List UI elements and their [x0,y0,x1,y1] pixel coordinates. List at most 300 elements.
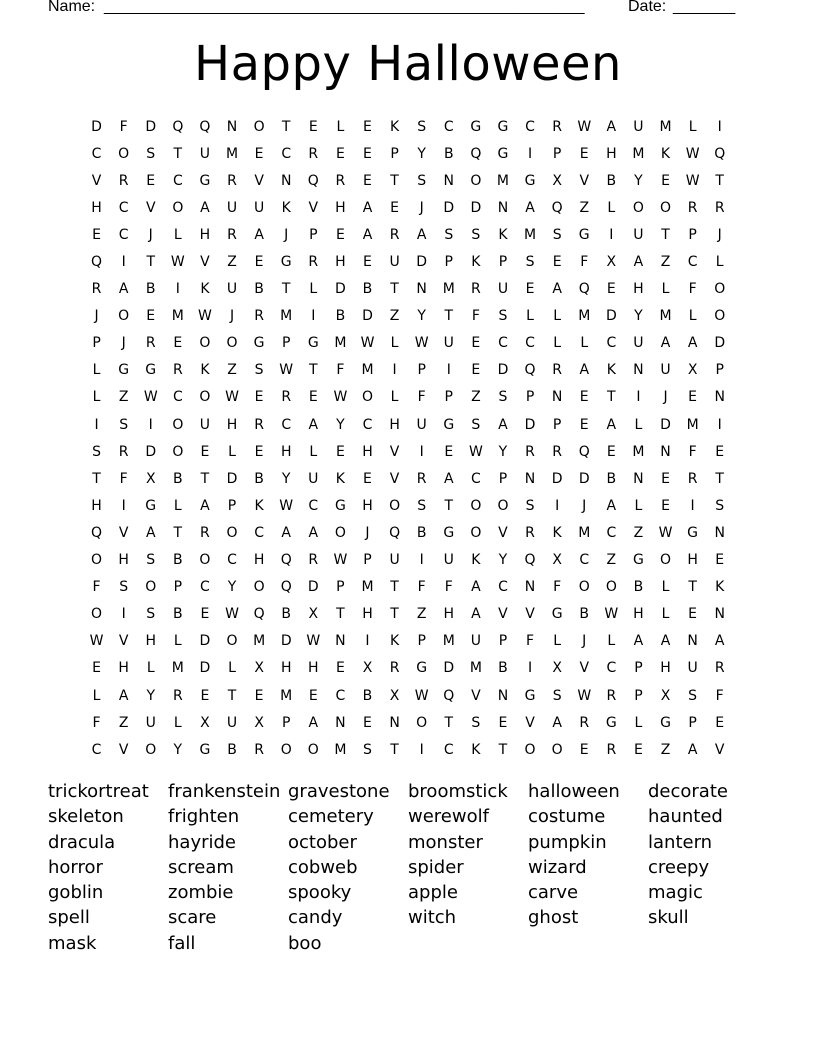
grid-letter[interactable]: Z [227,254,237,271]
grid-letter[interactable]: C [498,579,508,596]
grid-letter[interactable]: T [146,254,156,271]
grid-letter[interactable]: D [226,470,238,487]
grid-letter[interactable]: M [280,687,293,704]
grid-letter[interactable]: V [714,741,725,758]
grid-letter[interactable]: A [552,714,562,731]
grid-letter[interactable]: Y [336,416,345,433]
grid-letter[interactable]: H [118,552,129,569]
grid-letter[interactable]: T [444,308,454,325]
grid-letter[interactable]: E [715,552,725,569]
grid-letter[interactable]: F [119,118,128,135]
grid-letter[interactable]: E [525,281,535,298]
grid-letter[interactable]: V [118,524,129,541]
grid-letter[interactable]: V [389,443,400,460]
grid-letter[interactable]: B [254,281,264,298]
grid-letter[interactable]: C [687,254,698,271]
grid-letter[interactable]: Y [227,579,237,596]
grid-letter[interactable]: I [609,226,614,243]
grid-letter[interactable]: Q [578,443,590,460]
grid-letter[interactable]: T [607,389,616,406]
grid-letter[interactable]: C [443,118,454,135]
grid-letter[interactable]: A [200,497,210,514]
grid-letter[interactable]: P [552,145,562,162]
grid-letter[interactable]: G [687,524,699,541]
grid-letter[interactable]: A [525,199,535,216]
grid-letter[interactable]: O [199,552,211,569]
grid-letter[interactable]: E [444,443,454,460]
grid-letter[interactable]: Q [470,145,482,162]
grid-letter[interactable]: A [660,633,671,650]
grid-letter[interactable]: B [606,470,617,487]
grid-letter[interactable]: I [148,416,153,433]
grid-letter[interactable]: G [199,741,211,758]
grid-letter[interactable]: T [715,470,724,487]
grid-letter[interactable]: A [200,199,210,216]
grid-letter[interactable]: A [471,579,481,596]
grid-letter[interactable]: X [687,362,698,379]
grid-letter[interactable]: A [471,606,481,623]
grid-letter[interactable]: V [118,633,129,650]
grid-letter[interactable]: P [634,660,643,677]
grid-letter[interactable]: T [309,362,318,379]
grid-letter[interactable]: V [389,470,400,487]
grid-letter[interactable]: O [145,579,157,596]
grid-letter[interactable]: R [606,741,617,758]
grid-letter[interactable]: D [307,579,319,596]
grid-letter[interactable]: B [173,606,183,623]
grid-letter[interactable]: U [416,416,427,433]
grid-letter[interactable]: F [417,389,426,406]
grid-letter[interactable]: S [119,579,129,596]
grid-letter[interactable]: H [660,660,671,677]
grid-letter[interactable]: O [91,606,103,623]
grid-letter[interactable]: Y [634,172,643,189]
grid-letter[interactable]: B [173,470,183,487]
grid-letter[interactable]: L [526,308,534,325]
grid-letter[interactable]: M [442,633,455,650]
grid-letter[interactable]: Y [498,552,508,569]
grid-letter[interactable]: N [660,443,671,460]
grid-letter[interactable]: L [336,118,345,135]
grid-letter[interactable]: Q [199,118,211,135]
grid-letter[interactable]: D [91,118,102,135]
grid-letter[interactable]: H [118,660,129,677]
grid-letter[interactable]: C [443,741,454,758]
grid-letter[interactable]: A [606,497,617,514]
grid-letter[interactable]: C [91,145,102,162]
grid-letter[interactable]: C [254,524,264,541]
grid-letter[interactable]: J [229,308,235,325]
grid-letter[interactable]: R [389,226,400,243]
grid-letter[interactable]: Z [606,552,617,569]
grid-letter[interactable]: F [119,470,128,487]
grid-letter[interactable]: L [173,633,182,650]
grid-letter[interactable]: W [685,172,700,189]
grid-letter[interactable]: E [661,497,670,514]
grid-letter[interactable]: C [200,579,210,596]
grid-letter[interactable]: K [200,281,210,298]
grid-letter[interactable]: W [89,633,104,650]
grid-letter[interactable]: D [443,660,455,677]
grid-letter[interactable]: E [688,606,698,623]
grid-letter[interactable]: V [498,524,508,541]
grid-letter[interactable]: A [606,416,617,433]
grid-letter[interactable]: O [361,389,373,406]
grid-letter[interactable]: D [551,470,563,487]
grid-letter[interactable]: F [553,579,562,596]
grid-letter[interactable]: B [281,606,291,623]
grid-letter[interactable]: B [498,660,508,677]
date-field[interactable]: _______ [673,0,736,15]
grid-letter[interactable]: A [118,687,129,704]
grid-letter[interactable]: G [416,660,428,677]
grid-letter[interactable]: E [335,443,345,460]
grid-letter[interactable]: Z [471,389,481,406]
grid-letter[interactable]: M [171,660,184,677]
grid-letter[interactable]: E [308,687,318,704]
grid-letter[interactable]: J [419,199,424,216]
grid-letter[interactable]: E [579,389,589,406]
grid-letter[interactable]: O [118,308,130,325]
grid-letter[interactable]: T [173,145,183,162]
grid-letter[interactable]: E [308,389,318,406]
grid-letter[interactable]: U [226,714,238,731]
grid-letter[interactable]: L [553,308,562,325]
grid-letter[interactable]: I [527,145,533,162]
grid-letter[interactable]: N [443,172,454,189]
grid-letter[interactable]: Y [417,308,426,325]
grid-letter[interactable]: U [443,335,454,352]
grid-letter[interactable]: S [417,118,427,135]
grid-letter[interactable]: T [390,579,399,596]
grid-letter[interactable]: V [579,660,590,677]
grid-letter[interactable]: Q [91,524,103,541]
grid-letter[interactable]: V [308,199,319,216]
grid-letter[interactable]: C [308,497,319,514]
grid-letter[interactable]: H [443,606,455,623]
grid-letter[interactable]: I [419,741,424,758]
grid-letter[interactable]: S [417,172,427,189]
grid-letter[interactable]: E [363,714,372,731]
grid-letter[interactable]: M [469,660,482,677]
grid-letter[interactable]: P [336,579,345,596]
grid-letter[interactable]: S [552,226,562,243]
grid-letter[interactable]: M [496,172,509,189]
grid-letter[interactable]: R [714,660,725,677]
grid-letter[interactable]: Q [551,199,563,216]
grid-letter[interactable]: P [281,335,291,352]
grid-letter[interactable]: F [336,362,345,379]
grid-letter[interactable]: L [173,714,182,731]
grid-letter[interactable]: O [226,335,238,352]
grid-letter[interactable]: T [390,741,399,758]
grid-letter[interactable]: A [362,226,373,243]
grid-letter[interactable]: G [307,335,319,352]
grid-letter[interactable]: J [717,226,722,243]
grid-letter[interactable]: O [145,741,157,758]
grid-letter[interactable]: Q [714,145,726,162]
grid-letter[interactable]: O [199,389,211,406]
grid-letter[interactable]: G [605,714,617,731]
grid-letter[interactable]: D [335,281,346,298]
grid-letter[interactable]: S [525,497,535,514]
grid-letter[interactable]: J [148,226,153,243]
grid-letter[interactable]: E [363,172,372,189]
grid-letter[interactable]: R [687,470,698,487]
grid-letter[interactable]: U [199,416,211,433]
grid-letter[interactable]: K [335,470,345,487]
grid-letter[interactable]: G [145,362,157,379]
grid-letter[interactable]: R [281,389,292,406]
grid-letter[interactable]: E [254,254,264,271]
grid-letter[interactable]: H [335,199,346,216]
grid-letter[interactable]: Y [634,308,643,325]
grid-letter[interactable]: A [687,335,698,352]
grid-letter[interactable]: Z [579,199,590,216]
grid-letter[interactable]: J [582,633,587,650]
grid-letter[interactable]: J [284,226,289,243]
grid-letter[interactable]: C [525,335,535,352]
grid-letter[interactable]: H [335,254,346,271]
grid-letter[interactable]: C [498,335,508,352]
grid-letter[interactable]: I [717,416,722,433]
grid-letter[interactable]: Q [253,606,265,623]
grid-letter[interactable]: T [227,687,237,704]
grid-letter[interactable]: S [525,254,535,271]
grid-letter[interactable]: G [524,687,536,704]
grid-letter[interactable]: U [660,362,671,379]
grid-letter[interactable]: K [471,254,481,271]
grid-letter[interactable]: R [308,145,319,162]
grid-letter[interactable]: W [279,362,294,379]
grid-letter[interactable]: K [498,226,508,243]
grid-letter[interactable]: S [146,606,156,623]
grid-letter[interactable]: E [335,145,345,162]
grid-letter[interactable]: N [416,281,427,298]
grid-letter[interactable]: L [580,335,589,352]
grid-letter[interactable]: G [145,497,157,514]
grid-letter[interactable]: L [634,416,643,433]
grid-letter[interactable]: E [471,335,481,352]
grid-letter[interactable]: F [688,443,697,460]
grid-letter[interactable]: O [307,741,319,758]
grid-letter[interactable]: O [470,172,482,189]
grid-letter[interactable]: X [254,714,264,731]
grid-letter[interactable]: R [416,470,427,487]
grid-letter[interactable]: G [118,362,130,379]
grid-letter[interactable]: W [333,552,348,569]
grid-letter[interactable]: O [118,145,130,162]
grid-letter[interactable]: H [226,416,238,433]
grid-letter[interactable]: W [468,443,483,460]
grid-letter[interactable]: A [714,633,725,650]
grid-letter[interactable]: A [281,524,291,541]
grid-letter[interactable]: E [633,741,643,758]
grid-letter[interactable]: N [280,172,292,189]
grid-letter[interactable]: A [687,741,698,758]
grid-letter[interactable]: M [361,579,374,596]
grid-letter[interactable]: C [227,552,237,569]
grid-letter[interactable]: T [715,172,724,189]
grid-letter[interactable]: E [715,714,725,731]
grid-letter[interactable]: C [525,118,535,135]
grid-letter[interactable]: I [690,497,695,514]
grid-letter[interactable]: D [416,254,428,271]
grid-letter[interactable]: O [470,524,482,541]
grid-letter[interactable]: L [173,226,182,243]
grid-letter[interactable]: N [687,633,698,650]
grid-letter[interactable]: X [389,687,400,704]
grid-letter[interactable]: T [390,606,399,623]
grid-letter[interactable]: O [172,199,184,216]
grid-letter[interactable]: E [363,470,372,487]
grid-letter[interactable]: G [524,172,536,189]
grid-letter[interactable]: L [715,254,724,271]
grid-letter[interactable]: C [172,389,183,406]
grid-letter[interactable]: E [661,172,670,189]
grid-letter[interactable]: K [471,552,481,569]
grid-letter[interactable]: W [360,335,375,352]
grid-letter[interactable]: L [173,497,182,514]
grid-letter[interactable]: K [389,118,400,135]
grid-letter[interactable]: O [172,443,184,460]
grid-letter[interactable]: T [281,281,291,298]
grid-letter[interactable]: B [145,281,156,298]
grid-letter[interactable]: G [632,552,644,569]
grid-letter[interactable]: I [555,497,560,514]
grid-letter[interactable]: P [417,362,426,379]
grid-letter[interactable]: R [552,443,562,460]
grid-letter[interactable]: G [497,118,509,135]
grid-letter[interactable]: T [688,579,697,596]
grid-letter[interactable]: F [92,579,101,596]
grid-letter[interactable]: A [552,281,562,298]
grid-letter[interactable]: Z [660,741,671,758]
grid-letter[interactable]: E [335,660,345,677]
grid-letter[interactable]: D [524,416,536,433]
grid-letter[interactable]: X [254,660,264,677]
grid-letter[interactable]: I [446,362,451,379]
grid-letter[interactable]: I [121,254,126,271]
grid-letter[interactable]: W [306,633,321,650]
grid-letter[interactable]: M [632,443,645,460]
grid-letter[interactable]: V [91,172,102,189]
grid-letter[interactable]: H [253,552,265,569]
grid-letter[interactable]: T [498,741,508,758]
grid-letter[interactable]: E [715,443,725,460]
grid-letter[interactable]: U [199,145,211,162]
grid-letter[interactable]: R [308,254,319,271]
grid-letter[interactable]: T [281,118,291,135]
grid-letter[interactable]: E [335,226,345,243]
grid-letter[interactable]: X [145,470,156,487]
grid-letter[interactable]: C [172,172,183,189]
grid-letter[interactable]: J [121,335,126,352]
grid-letter[interactable]: L [607,199,616,216]
grid-letter[interactable]: O [497,497,509,514]
grid-letter[interactable]: Q [524,362,536,379]
grid-letter[interactable]: X [552,660,562,677]
grid-letter[interactable]: A [660,335,671,352]
grid-letter[interactable]: L [634,714,643,731]
grid-letter[interactable]: C [606,524,617,541]
grid-letter[interactable]: H [362,497,373,514]
grid-letter[interactable]: E [308,118,318,135]
grid-letter[interactable]: Z [416,606,427,623]
grid-letter[interactable]: X [308,606,319,623]
grid-letter[interactable]: T [390,281,399,298]
grid-letter[interactable]: J [94,308,99,325]
grid-letter[interactable]: L [553,633,562,650]
grid-letter[interactable]: U [308,470,319,487]
grid-letter[interactable]: H [389,416,400,433]
grid-letter[interactable]: G [578,226,590,243]
grid-letter[interactable]: L [390,335,399,352]
grid-letter[interactable]: S [119,416,129,433]
grid-letter[interactable]: F [526,633,535,650]
grid-letter[interactable]: O [660,199,672,216]
grid-letter[interactable]: I [365,633,370,650]
grid-letter[interactable]: N [633,470,644,487]
grid-letter[interactable]: L [146,660,155,677]
grid-letter[interactable]: C [606,660,617,677]
grid-letter[interactable]: E [173,335,183,352]
grid-letter[interactable]: O [714,281,726,298]
grid-letter[interactable]: E [92,660,101,677]
grid-letter[interactable]: D [714,335,726,352]
grid-letter[interactable]: X [552,552,562,569]
grid-letter[interactable]: I [419,552,424,569]
grid-letter[interactable]: O [226,524,238,541]
grid-letter[interactable]: R [389,660,400,677]
grid-letter[interactable]: B [335,308,346,325]
grid-letter[interactable]: X [552,172,562,189]
grid-letter[interactable]: K [660,145,671,162]
grid-letter[interactable]: H [280,660,292,677]
grid-letter[interactable]: C [118,199,129,216]
grid-letter[interactable]: T [336,606,345,623]
grid-letter[interactable]: I [121,497,126,514]
grid-letter[interactable]: E [146,172,156,189]
grid-letter[interactable]: C [579,552,590,569]
grid-letter[interactable]: R [254,741,264,758]
grid-letter[interactable]: I [311,308,316,325]
grid-letter[interactable]: L [661,281,670,298]
grid-letter[interactable]: B [606,172,617,189]
grid-letter[interactable]: R [145,335,156,352]
grid-letter[interactable]: Y [173,741,183,758]
grid-letter[interactable]: D [605,308,617,325]
grid-letter[interactable]: U [470,633,481,650]
grid-letter[interactable]: C [91,741,102,758]
grid-letter[interactable]: E [254,443,264,460]
grid-letter[interactable]: S [498,389,508,406]
grid-letter[interactable]: L [92,362,101,379]
grid-letter[interactable]: P [498,254,508,271]
grid-letter[interactable]: D [660,416,671,433]
grid-letter[interactable]: R [470,281,481,298]
grid-letter[interactable]: D [145,443,157,460]
grid-letter[interactable]: P [281,714,291,731]
grid-letter[interactable]: D [199,633,211,650]
grid-letter[interactable]: Q [389,524,401,541]
grid-letter[interactable]: H [280,443,292,460]
grid-letter[interactable]: V [254,172,264,189]
grid-letter[interactable]: B [633,579,644,596]
grid-letter[interactable]: E [363,254,372,271]
name-field[interactable]: ______________________________________________________ [104,0,585,15]
grid-letter[interactable]: F [580,254,589,271]
